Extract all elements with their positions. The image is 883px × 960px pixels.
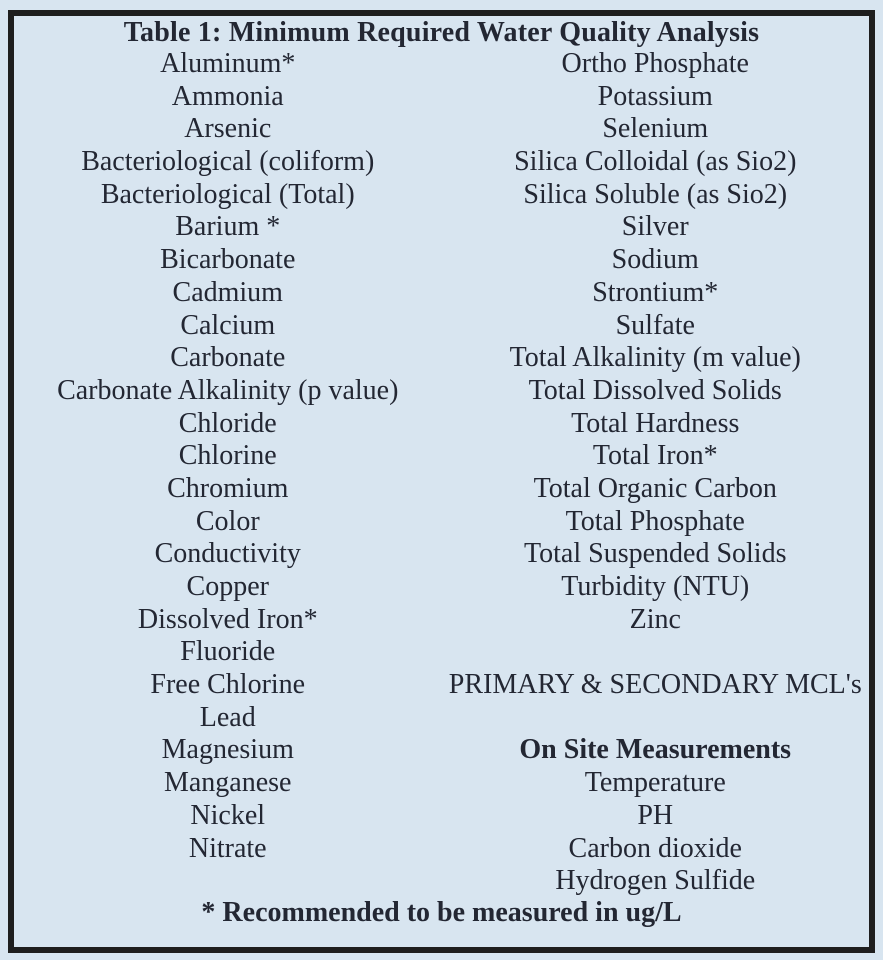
parameter-grid [14,48,869,898]
parameter-right: PRIMARY & SECONDARY MCL's [448,669,862,701]
parameter-right: Sodium [611,244,699,276]
parameter-right: On Site Measurements [519,734,792,766]
parameter-right [442,636,870,669]
parameter-right: Sulfate [615,309,695,341]
table-row [14,342,869,375]
parameter-right: Total Iron* [592,440,718,472]
parameter-right: Zinc [629,603,681,635]
parameter-left: Lead [199,701,256,733]
parameter-left: Chromium [167,472,289,504]
parameter-left: Color [195,505,260,537]
parameter-right: Ortho Phosphate [561,48,749,79]
parameter-right: Temperature [584,767,726,799]
parameter-left: Calcium [180,309,276,341]
parameter-right: Total Phosphate [565,505,745,537]
table-row [14,506,869,539]
parameter-right: Hydrogen Sulfide [555,865,756,897]
table-row [14,211,869,244]
parameter-left: Free Chlorine [150,669,306,701]
table-row [14,375,869,408]
parameter-left: Manganese [163,767,292,799]
parameter-left: Copper [186,571,269,602]
parameter-left: Magnesium [161,734,294,766]
parameter-right: Silver [621,211,689,243]
table-row [14,146,869,179]
table-row [14,538,869,571]
parameter-left: Nickel [190,799,266,831]
parameter-left: Cadmium [172,276,283,308]
table-row [14,865,869,898]
parameter-right: Turbidity (NTU) [561,571,750,602]
table-row [14,179,869,212]
table-row [14,734,869,767]
table-row [14,113,869,146]
parameter-right [442,702,870,735]
parameter-right: Selenium [602,113,709,145]
parameter-left: Carbonate Alkalinity (p value) [57,374,399,406]
parameter-left: Ammonia [171,80,284,112]
table-row [14,277,869,310]
parameter-right: Total Alkalinity (m value) [509,342,801,374]
parameter-left: Arsenic [184,113,272,145]
table-row [14,702,869,735]
table-row [14,800,869,833]
water-quality-table [8,10,875,953]
table-row [14,310,869,343]
table-row [14,48,869,81]
table-footnote: * Recommended to be measured in ug/L [201,896,682,928]
parameter-left: Conductivity [154,538,301,570]
table-row [14,81,869,114]
table-row [14,767,869,800]
parameter-left: Nitrate [188,832,267,864]
parameter-right: PH [637,799,674,831]
parameter-right: Silica Soluble (as Sio2) [523,178,788,210]
parameter-left: Aluminum* [160,48,296,79]
parameter-left: Bacteriological (Total) [100,178,355,210]
parameter-right: Total Organic Carbon [533,472,777,504]
table-title: Table 1: Minimum Required Water Quality Analysis [123,17,760,48]
table-row [14,636,869,669]
parameter-left: Carbonate [170,342,286,374]
parameter-left: Bicarbonate [160,244,296,276]
parameter-left: Dissolved Iron* [137,603,318,635]
table-row [14,669,869,702]
parameter-right: Total Suspended Solids [524,538,787,570]
table-row [14,604,869,637]
parameter-right: Total Dissolved Solids [528,374,782,406]
parameter-left: Fluoride [180,636,276,668]
parameter-left: Barium * [175,211,281,243]
table-row [14,440,869,473]
table-row [14,408,869,441]
parameter-right: Silica Colloidal (as Sio2) [514,146,797,178]
table-row [14,244,869,277]
table-row [14,833,869,866]
parameter-left: Chlorine [178,440,277,472]
parameter-right: Potassium [597,80,713,112]
table-row [14,473,869,506]
parameter-right: Carbon dioxide [568,832,742,864]
parameter-left: Chloride [178,407,277,439]
table-row [14,571,869,604]
parameter-left [14,865,442,898]
parameter-right: Strontium* [592,276,719,308]
parameter-right: Total Hardness [571,407,740,439]
parameter-left: Bacteriological (coliform) [81,146,375,178]
